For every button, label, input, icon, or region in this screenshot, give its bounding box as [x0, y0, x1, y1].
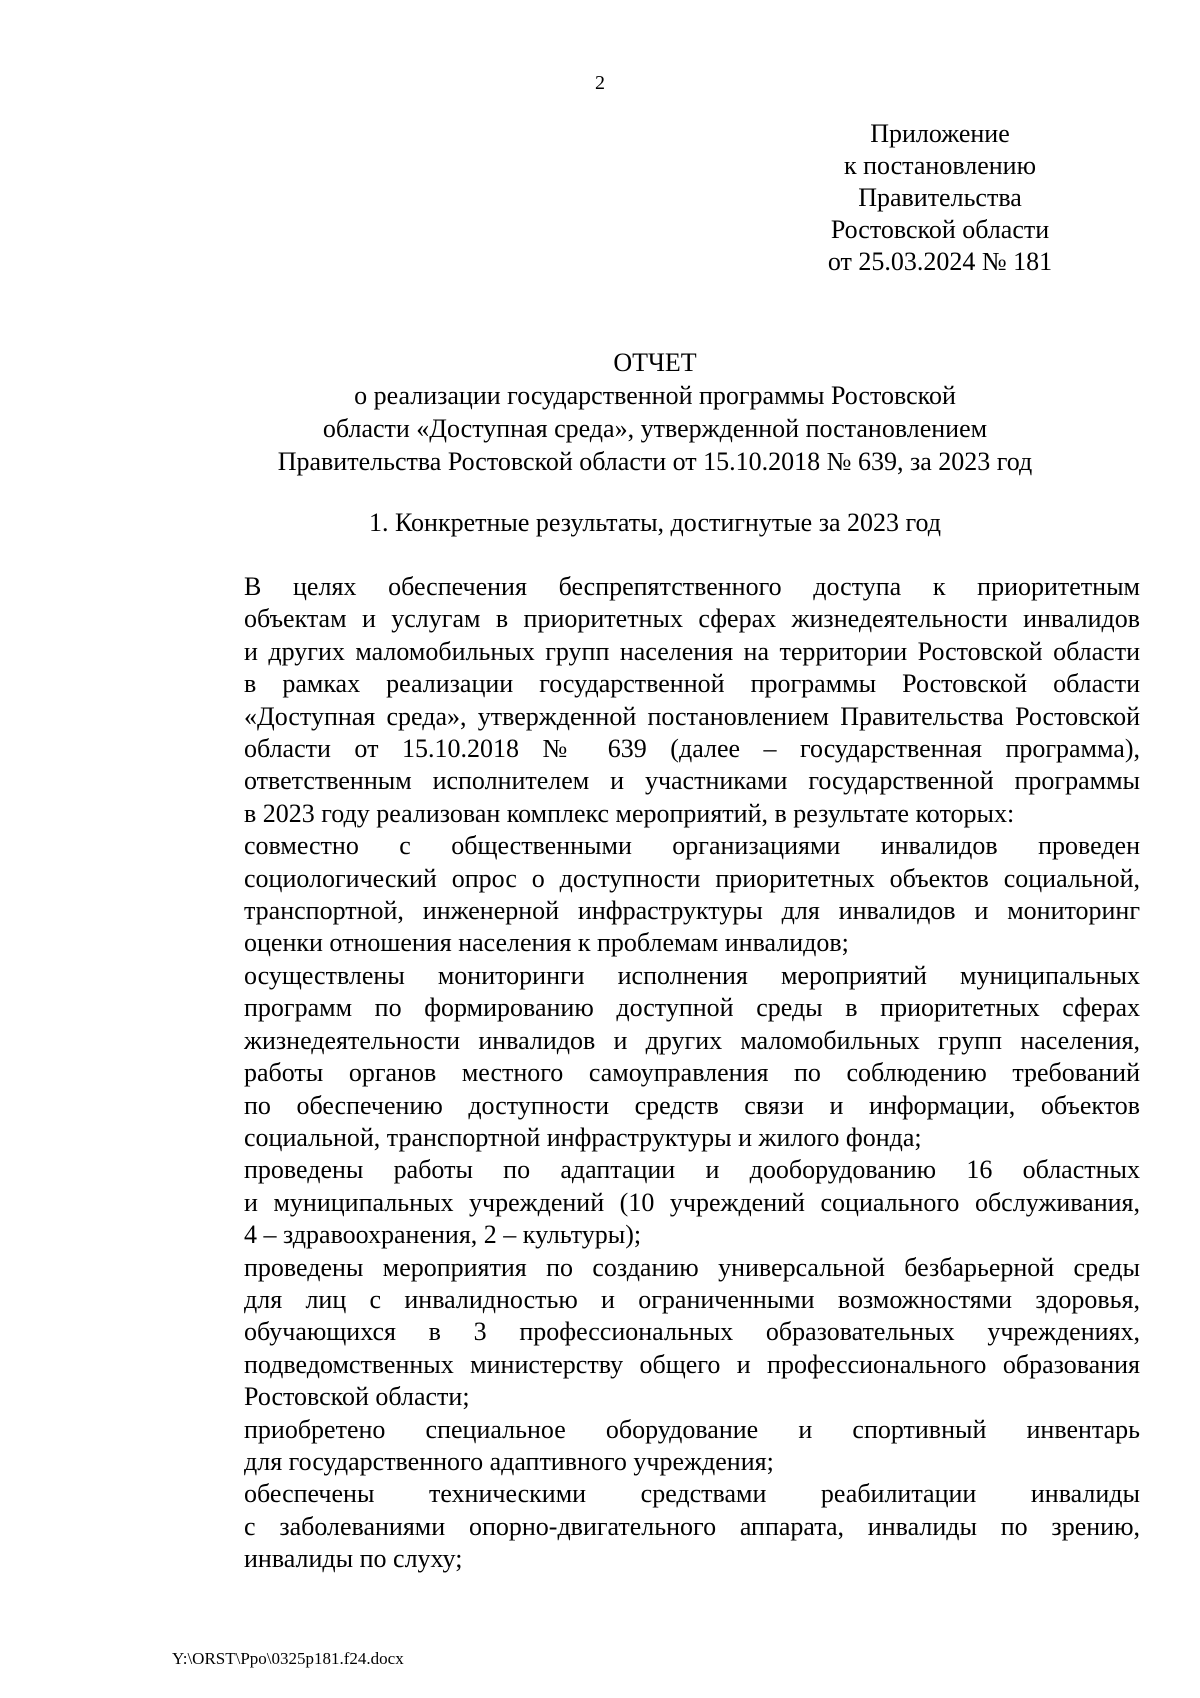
report-subtitle-line: области «Доступная среда», утвержденной постановлением: [322, 414, 988, 443]
paragraph-line: с заболеваниями опорно-двигательного аппарата, инвалиды по зрению,: [244, 1511, 1140, 1541]
paragraph-line: и других маломобильных групп населения на территории Ростовской области: [244, 636, 1140, 666]
paragraph-line: «Доступная среда», утвержденной постановлением Правительства Ростовской: [244, 701, 1140, 731]
body-paragraph: [172, 1252, 1140, 1414]
paragraph-line: обеспечены техническими средствами реабилитации инвалиды: [244, 1479, 1140, 1509]
paragraph-line: подведомственных министерству общего и профессионального образования: [244, 1349, 1140, 1379]
appendix-line: Приложение: [870, 119, 1010, 148]
paragraph-line: и муниципальных учреждений (10 учреждений социального обслуживания,: [244, 1187, 1140, 1217]
body-paragraph: [172, 1478, 1140, 1575]
paragraph-line: работы органов местного самоуправления по соблюдению требований: [244, 1058, 1140, 1088]
appendix-line: к постановлению: [843, 151, 1037, 180]
section-heading: 1. Конкретные результаты, достигнутые за 2023 год: [368, 508, 942, 537]
body-paragraph: [172, 1154, 1140, 1251]
paragraph-line: по обеспечению доступности средств связи и информации, объектов: [244, 1090, 1140, 1120]
report-title-block: [170, 346, 1140, 478]
paragraph-line: обучающихся в 3 профессиональных образовательных учреждениях,: [244, 1317, 1140, 1347]
paragraph-line: области от 15.10.2018 № 639 (далее – государственная программа),: [244, 734, 1140, 764]
paragraph-line: приобретено специальное оборудование и спортивный инвентарь: [244, 1414, 1140, 1444]
body-paragraph: [172, 960, 1140, 1154]
appendix-line: Правительства: [858, 183, 1022, 212]
appendix-line: от 25.03.2024 № 181: [827, 247, 1053, 276]
paragraph-line: 4 – здравоохранения, 2 – культуры);: [244, 1220, 642, 1250]
paragraph-line: проведены мероприятия по созданию универсальной безбарьерной среды: [244, 1252, 1140, 1282]
paragraph-line: инвалиды по слуху;: [244, 1544, 463, 1574]
paragraph-line: объектам и услугам в приоритетных сферах жизнедеятельности инвалидов: [244, 604, 1140, 634]
report-subtitle-line: Правительства Ростовской области от 15.10.2018 № 639, за 2023 год: [277, 447, 1033, 476]
paragraph-line: для государственного адаптивного учреждения;: [244, 1446, 774, 1476]
report-subtitle-line: о реализации государственной программы Ростовской: [354, 381, 956, 410]
paragraph-line: жизнедеятельности инвалидов и других маломобильных групп населения,: [244, 1025, 1140, 1055]
paragraph-line: Ростовской области;: [244, 1382, 470, 1412]
paragraph-line: осуществлены мониторинги исполнения мероприятий муниципальных: [244, 960, 1140, 990]
paragraph-line: в 2023 году реализован комплекс мероприятий, в результате которых:: [244, 798, 1015, 828]
paragraph-line: для лиц с инвалидностью и ограниченными возможностями здоровья,: [244, 1284, 1140, 1314]
paragraph-line: оценки отношения населения к проблемам инвалидов;: [244, 928, 849, 958]
body-paragraph: [172, 830, 1140, 960]
body-paragraph: [172, 1414, 1140, 1479]
paragraph-line: совместно с общественными организациями инвалидов проведен: [244, 831, 1140, 861]
paragraph-line: ответственным исполнителем и участниками государственной программы: [244, 766, 1140, 796]
paragraph-line: программ по формированию доступной среды в приоритетных сферах: [244, 993, 1140, 1023]
footer-file-path: Y:\ORST\Ppo\0325p181.f24.docx: [172, 1649, 404, 1668]
body-paragraph: [172, 571, 1140, 830]
paragraph-line: социальной, транспортной инфраструктуры и жилого фонда;: [244, 1122, 922, 1152]
paragraph-line: проведены работы по адаптации и дооборудованию 16 областных: [244, 1155, 1140, 1185]
report-body: [172, 571, 1140, 1576]
paragraph-line: В целях обеспечения беспрепятственного доступа к приоритетным: [244, 572, 1140, 601]
paragraph-line: в рамках реализации государственной программы Ростовской области: [244, 669, 1140, 699]
appendix-line: Ростовской области: [830, 215, 1050, 244]
report-title: ОТЧЕТ: [613, 348, 697, 377]
paragraph-line: транспортной, инженерной инфраструктуры для инвалидов и мониторинг: [244, 896, 1140, 926]
page-number: 2: [595, 72, 605, 94]
paragraph-line: социологический опрос о доступности приоритетных объектов социальной,: [244, 863, 1140, 893]
appendix-block: [790, 118, 1090, 278]
